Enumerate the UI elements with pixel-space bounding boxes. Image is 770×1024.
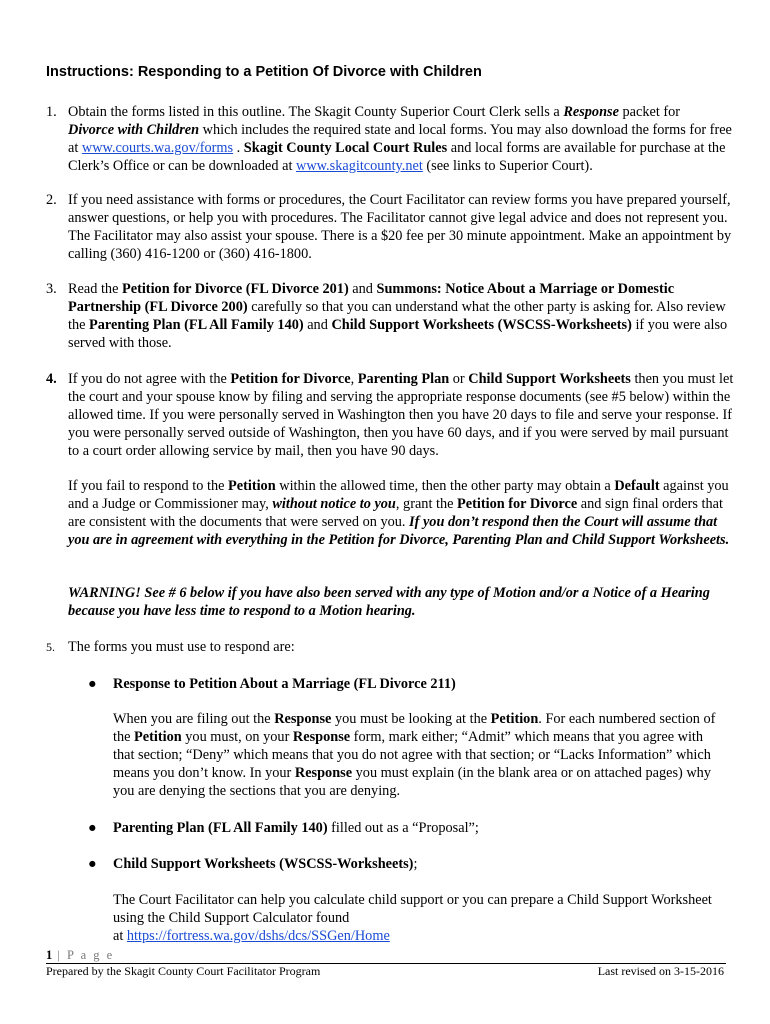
text-run: packet for — [618, 104, 681, 120]
bullet-label: Response to Petition About a Marriage (FL Divorce 211) — [113, 676, 456, 692]
text-run: , grant the — [395, 495, 458, 512]
item-text — [68, 104, 736, 176]
child-support-calculator-link[interactable]: https://fortress.wa.gov/dshs/dcs/SSGen/Home — [126, 927, 390, 944]
text-run: Petition for Divorce (FL Divorce 201) — [122, 281, 349, 297]
footer-revision-date: Last revised on 3-15-2016 — [597, 964, 724, 978]
text-run: Divorce with Children — [68, 121, 200, 138]
text-run: Response — [563, 104, 619, 120]
footer-program: Prepared by the Skagit County Court Facilitator Program — [46, 964, 321, 978]
text-run: and local forms are available for purchase at the Clerk’s Office or can be downloaded at — [68, 139, 726, 174]
text-run: If you do not agree with the — [68, 371, 231, 387]
text-run: Parenting Plan (FL All Family 140) — [89, 316, 304, 333]
item-number: 1. — [46, 104, 57, 120]
item-text — [68, 371, 736, 461]
text-run: if you were also served with those. — [68, 316, 728, 351]
text-run: Child Support Worksheets (WSCSS-Worksheets) — [331, 316, 632, 333]
page-number-value: 1 — [46, 948, 53, 962]
item-text — [68, 281, 736, 353]
text-run: without notice to you — [272, 495, 396, 512]
text-run: Response — [274, 711, 332, 727]
text-run: which includes the required state and local forms. You may also download the forms for free at — [68, 121, 732, 156]
text-run: Parenting Plan — [357, 371, 450, 387]
text-run: and — [348, 281, 377, 297]
text-run: form, mark either; “Admit” which means that you agree with that section; “Deny” which means that you do not agree with that section; or “Lacks Information” which means you don’t know. In your — [113, 728, 711, 781]
text-run: and sign final orders that are consistent with the documents that were served on you. — [68, 495, 723, 530]
text-run: Petition for Divorce — [457, 495, 578, 512]
text-run: , — [350, 371, 358, 387]
item-number: 5. — [46, 640, 55, 654]
bullet-icon: ● — [88, 820, 97, 836]
bullet-text — [113, 856, 417, 874]
text-run: Child Support Worksheets — [468, 371, 631, 387]
item-number: 2. — [46, 192, 57, 208]
page-number — [46, 948, 114, 963]
text-run: Petition — [134, 728, 182, 745]
bullet-text — [113, 820, 479, 838]
text-run: then you must let the court and your spouse know by filing and serving the appropriate response documents (see #5 below) within the allowed time. If you were personally served in Washington then you have 20 days to file and serve your response. If you were personally served outside of Washington, then you have 60 days, and if you were served by mail pursuant to a court order allowing service by mail, then you have 90 days. — [68, 371, 734, 459]
response-instructions-paragraph — [113, 711, 723, 801]
text-run: (see links to Superior Court). — [422, 157, 593, 174]
text-run: ; — [413, 856, 418, 872]
text-run: Petition — [228, 478, 276, 494]
skagit-county-link[interactable]: www.skagitcounty.net — [296, 157, 423, 174]
text-run: and — [303, 316, 332, 333]
text-run: . For each numbered section of the — [113, 711, 716, 745]
text-run: filled out as a “Proposal”; — [327, 820, 479, 836]
item-number: 3. — [46, 281, 57, 297]
text-run: When you are filing out the — [113, 711, 275, 727]
page-label: | P a g e — [52, 948, 115, 962]
text-run: or — [449, 371, 469, 387]
text-run: you must be looking at the — [331, 711, 491, 727]
text-run: Read the — [68, 281, 122, 297]
warning-paragraph: WARNING! See # 6 below if you have also been served with any type of Motion and/or a Notice of a Hearing because you have less time to respond to a Motion hearing. — [68, 585, 710, 619]
bullet-icon: ● — [88, 856, 97, 872]
text-run: The Court Facilitator can help you calculate child support or you can prepare a Child Support Worksheet using the Child Support Calculator found — [113, 892, 712, 926]
item-number: 4. — [46, 371, 57, 387]
bullet-icon: ● — [88, 676, 97, 692]
text-run: carefully so that you can understand what the other party is asking for. Also review the — [68, 298, 726, 333]
text-run: Petition for Divorce — [230, 371, 351, 387]
text-run: you must, on your — [181, 728, 293, 745]
text-run: Default — [614, 478, 660, 494]
text-run: at — [113, 927, 127, 944]
text-run: If you fail to respond to the — [68, 478, 229, 494]
text-run: within the allowed time, then the other party may obtain a — [275, 478, 615, 494]
courts-forms-link[interactable]: www.courts.wa.gov/forms — [81, 139, 234, 156]
text-run: Skagit County Local Court Rules — [243, 139, 448, 156]
default-warning-paragraph — [68, 478, 738, 550]
instruction-item-4 — [46, 371, 736, 461]
page-title: Instructions: Responding to a Petition Of Divorce with Children — [46, 64, 482, 80]
text-run: Summons: Notice About a Marriage or Domestic Partnership (FL Divorce 200) — [68, 281, 675, 315]
text-run: Response — [292, 728, 351, 745]
bullet-label: Child Support Worksheets (WSCSS-Worksheets) — [113, 856, 414, 872]
item-text: The forms you must use to respond are: — [68, 639, 295, 655]
text-run: If you don’t respond then the Court will assume that you are in agreement with everything in the Petition for Divorce, Parenting Plan and Child Support Worksheets. — [68, 513, 730, 548]
item-text: If you need assistance with forms or procedures, the Court Facilitator can review forms you have prepared yourself, answer questions, or help you with procedures. The Facilitator cannot give legal advice and does not represent you. The Facilitator may also assist your spouse. There is a $20 fee per 30 minute appointment. Make an appointment by calling (360) 416-1200 or (360) 416-1800. — [68, 192, 732, 262]
calculator-paragraph — [113, 892, 723, 946]
instruction-item-2 — [46, 192, 736, 264]
instruction-item-5 — [46, 639, 736, 657]
text-run: you must explain (in the blank area or on attached pages) why you are denying the sections that you are denying. — [113, 764, 711, 799]
instruction-item-1 — [46, 104, 736, 176]
instruction-item-3 — [46, 281, 736, 353]
text-run: against you and a Judge or Commissioner may, — [68, 478, 729, 512]
text-run: Response — [294, 764, 353, 781]
bullet-label: Parenting Plan (FL All Family 140) — [113, 820, 328, 836]
text-run: . — [233, 139, 244, 156]
text-run: Petition — [490, 711, 539, 727]
text-run: Obtain the forms listed in this outline. The Skagit County Superior Court Clerk sells a — [68, 104, 564, 120]
